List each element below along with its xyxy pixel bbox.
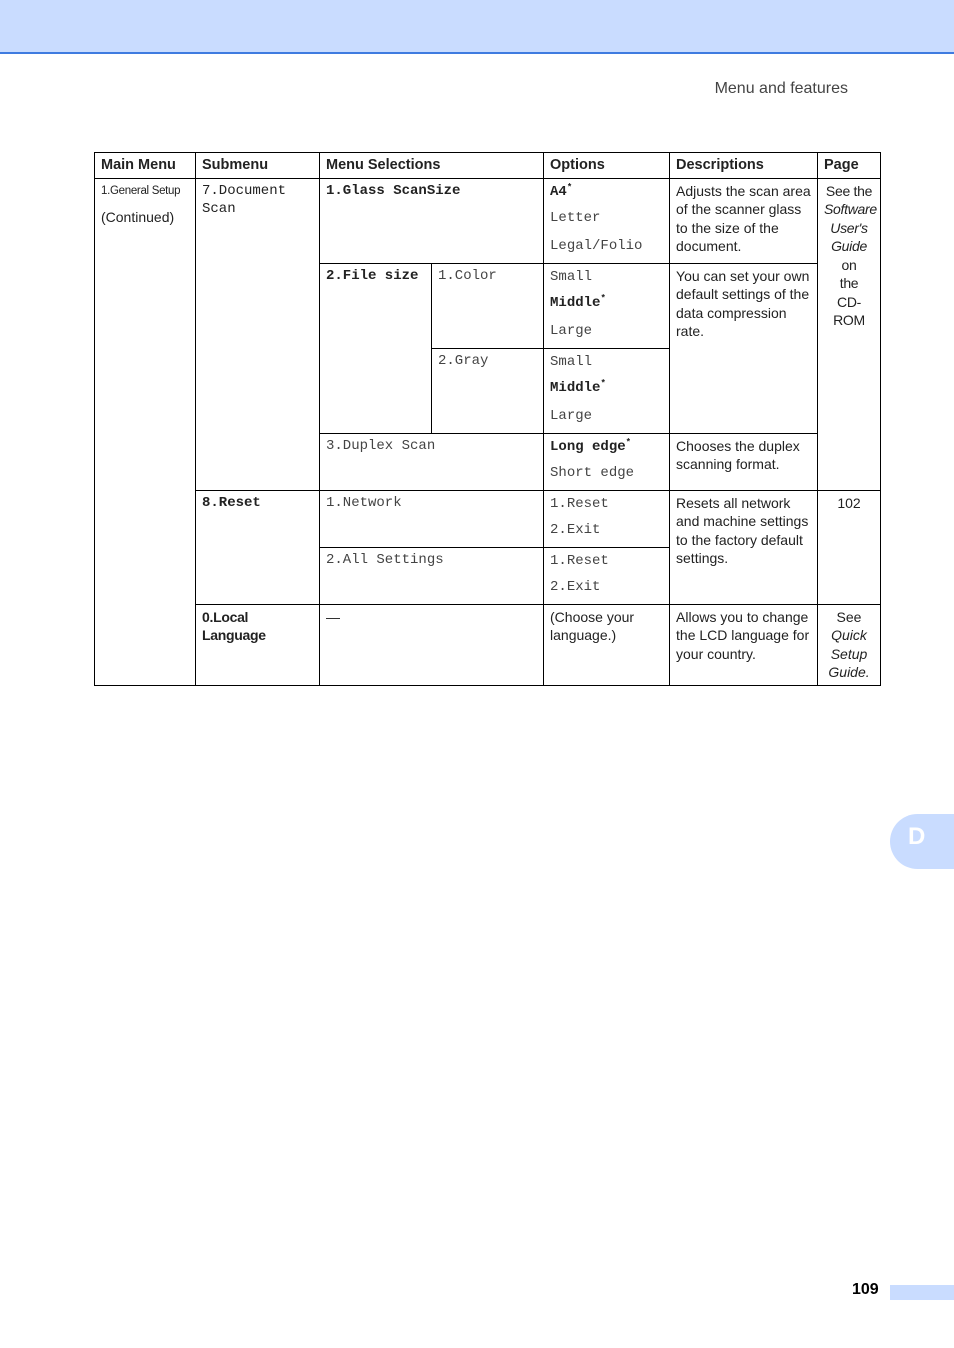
selection-color: 1.Color xyxy=(432,263,544,348)
page-ref-line: See xyxy=(836,608,862,625)
selection-all-settings: 2.All Settings xyxy=(320,547,544,604)
table-row xyxy=(95,490,881,547)
default-marker: * xyxy=(566,181,573,192)
option-middle: Middle xyxy=(550,294,601,311)
main-menu-item: 1.General Setup xyxy=(101,184,181,197)
page-ref-line: Quick xyxy=(831,627,867,643)
options-duplex-scan xyxy=(544,433,670,490)
default-marker: * xyxy=(625,436,632,447)
page-ref-line: CD-ROM xyxy=(833,293,865,328)
table-header-row xyxy=(95,153,881,179)
option-small: Small xyxy=(550,353,593,370)
option-long-edge: Long edge xyxy=(550,438,626,455)
option-reset: 1.Reset xyxy=(550,552,609,569)
option-large: Large xyxy=(550,322,593,339)
page-ref-line: the xyxy=(839,275,859,291)
header-band xyxy=(0,0,954,54)
submenu-document-scan: 7.Document Scan xyxy=(196,178,320,490)
submenu-local-language: 0.Local Language xyxy=(196,604,320,685)
page-ref-line: User's xyxy=(830,219,868,236)
option-small: Small xyxy=(550,268,593,285)
option-legal-folio: Legal/Folio xyxy=(550,237,643,254)
page-ref-line: Guide xyxy=(831,238,867,254)
option-a4: A4 xyxy=(550,183,567,200)
running-title: Menu and features xyxy=(714,80,848,97)
page-ref-line: See the xyxy=(825,182,873,199)
header-submenu: Submenu xyxy=(196,153,320,179)
header-page: Page xyxy=(818,153,881,179)
options-local-language: (Choose your language.) xyxy=(544,604,670,685)
description-glass-scansize: Adjusts the scan area of the scanner glass to the size of the document. xyxy=(670,178,818,263)
description-reset: Resets all network and machine settings to the factory default settings. xyxy=(670,490,818,604)
page-reset: 102 xyxy=(818,490,881,604)
selection-duplex-scan: 3.Duplex Scan xyxy=(320,433,544,490)
header-descriptions: Descriptions xyxy=(670,153,818,179)
continued-label: (Continued) xyxy=(101,209,175,225)
options-network xyxy=(544,490,670,547)
page-ref-line: on xyxy=(841,256,857,273)
description-file-size: You can set your own default settings of the data compression rate. xyxy=(670,263,818,433)
selection-network: 1.Network xyxy=(320,490,544,547)
table-row xyxy=(95,604,881,685)
menu-table xyxy=(94,152,881,686)
page-local-language xyxy=(818,604,881,685)
selection-local-language: — xyxy=(320,604,544,685)
option-large: Large xyxy=(550,407,593,424)
submenu-reset: 8.Reset xyxy=(196,490,320,604)
page-ref-line: Software xyxy=(824,201,877,217)
selection-gray: 2.Gray xyxy=(432,348,544,433)
option-reset: 1.Reset xyxy=(550,495,609,512)
chapter-tab-letter: D xyxy=(908,823,926,850)
footer-bar xyxy=(890,1285,954,1300)
selection-glass-scansize: 1.Glass ScanSize xyxy=(320,178,544,263)
page-ref-line: Setup xyxy=(830,645,868,662)
default-marker: * xyxy=(600,292,606,303)
option-exit: 2.Exit xyxy=(550,578,601,595)
page-number: 109 xyxy=(852,1281,879,1298)
option-short-edge: Short edge xyxy=(550,464,635,481)
page-ref-line: Guide. xyxy=(828,664,870,680)
option-middle: Middle xyxy=(550,379,601,396)
description-duplex-scan: Chooses the duplex scanning format. xyxy=(670,433,818,490)
description-local-language: Allows you to change the LCD language for your country. xyxy=(670,604,818,685)
selection-file-size: 2.File size xyxy=(320,263,432,433)
default-marker: * xyxy=(600,377,606,388)
page-document-scan xyxy=(818,178,881,490)
options-gray xyxy=(544,348,670,433)
header-menu-selections: Menu Selections xyxy=(320,153,544,179)
chapter-tab xyxy=(890,814,954,869)
option-exit: 2.Exit xyxy=(550,521,601,538)
options-color xyxy=(544,263,670,348)
header-options: Options xyxy=(544,153,670,179)
main-menu-cell xyxy=(95,178,196,685)
option-letter: Letter xyxy=(550,209,601,226)
header-main-menu: Main Menu xyxy=(95,153,196,179)
options-all-settings xyxy=(544,547,670,604)
table-row xyxy=(95,178,881,263)
options-glass-scansize xyxy=(544,178,670,263)
